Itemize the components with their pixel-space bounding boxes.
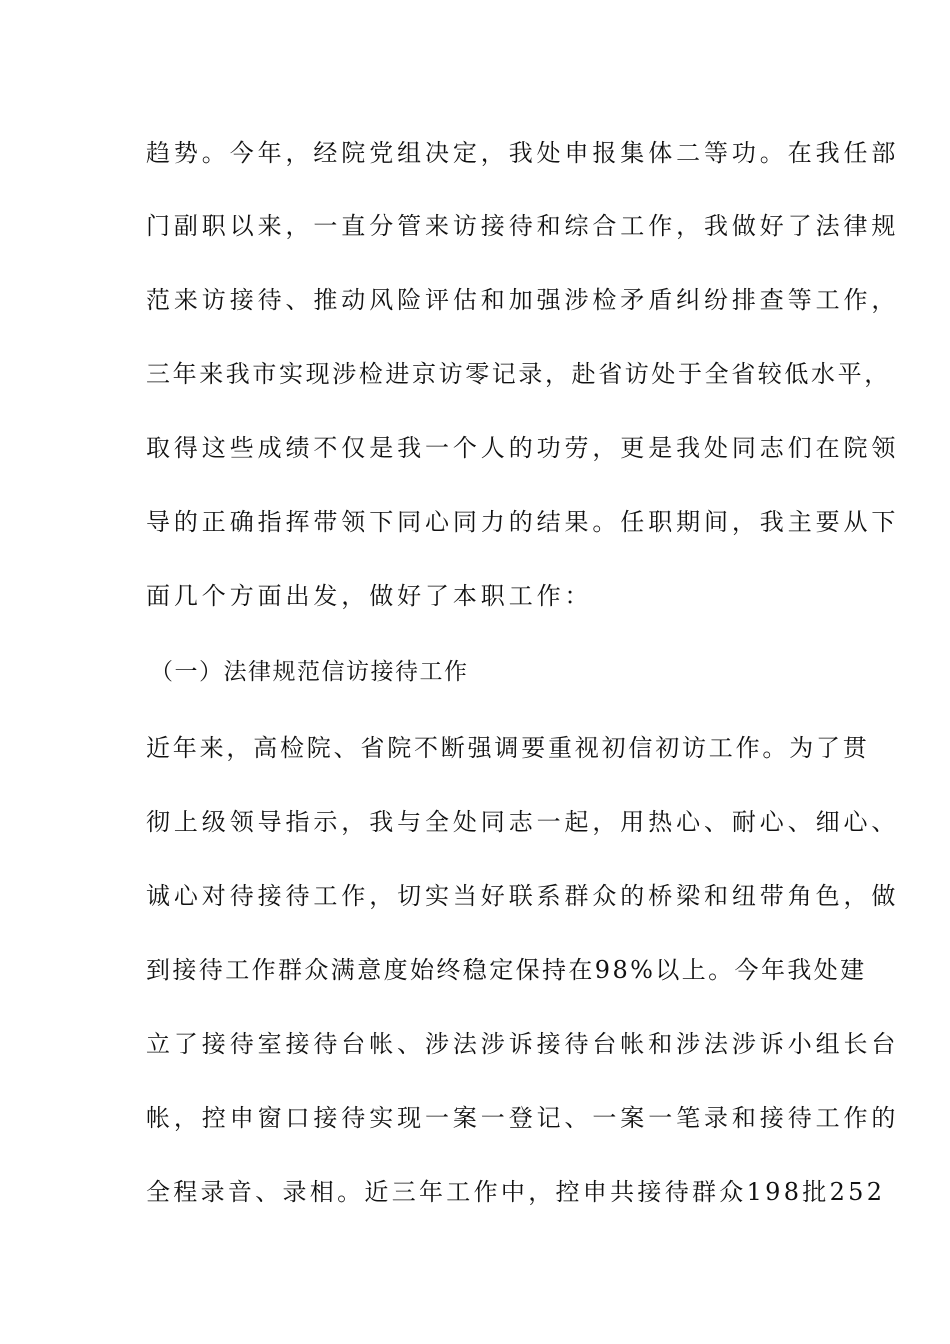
paragraph-line: 门副职以来，一直分管来访接待和综合工作，我做好了法律规 — [146, 212, 900, 240]
paragraph-line: 面几个方面出发，做好了本职工作： — [146, 582, 593, 610]
paragraph-line: 范来访接待、推动风险评估和加强涉检矛盾纠纷排查等工作， — [146, 286, 900, 314]
paragraph-line: 立了接待室接待台帐、涉法涉诉接待台帐和涉法涉诉小组长台 — [146, 1030, 900, 1058]
paragraph-line: 到接待工作群众满意度始终稳定保持在98%以上。今年我处建 — [146, 956, 867, 984]
section-heading: （一）法律规范信访接待工作 — [150, 659, 469, 685]
paragraph-line: 三年来我市实现涉检进京访零记录，赴省访处于全省较低水平， — [146, 360, 891, 388]
paragraph-line: 诚心对待接待工作，切实当好联系群众的桥梁和纽带角色，做 — [146, 882, 900, 910]
paragraph-line: 趋势。今年，经院党组决定，我处申报集体二等功。在我任部 — [146, 139, 900, 167]
paragraph-line: 导的正确指挥带领下同心同力的结果。任职期间，我主要从下 — [146, 508, 900, 536]
paragraph-line: 近年来，高检院、省院不断强调要重视初信初访工作。为了贯 — [146, 734, 870, 762]
paragraph-line: 全程录音、录相。近三年工作中，控申共接待群众198批252 — [146, 1178, 886, 1206]
paragraph-line: 取得这些成绩不仅是我一个人的功劳，更是我处同志们在院领 — [146, 434, 900, 462]
paragraph-line: 帐，控申窗口接待实现一案一登记、一案一笔录和接待工作的 — [146, 1104, 900, 1132]
paragraph-line: 彻上级领导指示，我与全处同志一起，用热心、耐心、细心、 — [146, 808, 900, 836]
